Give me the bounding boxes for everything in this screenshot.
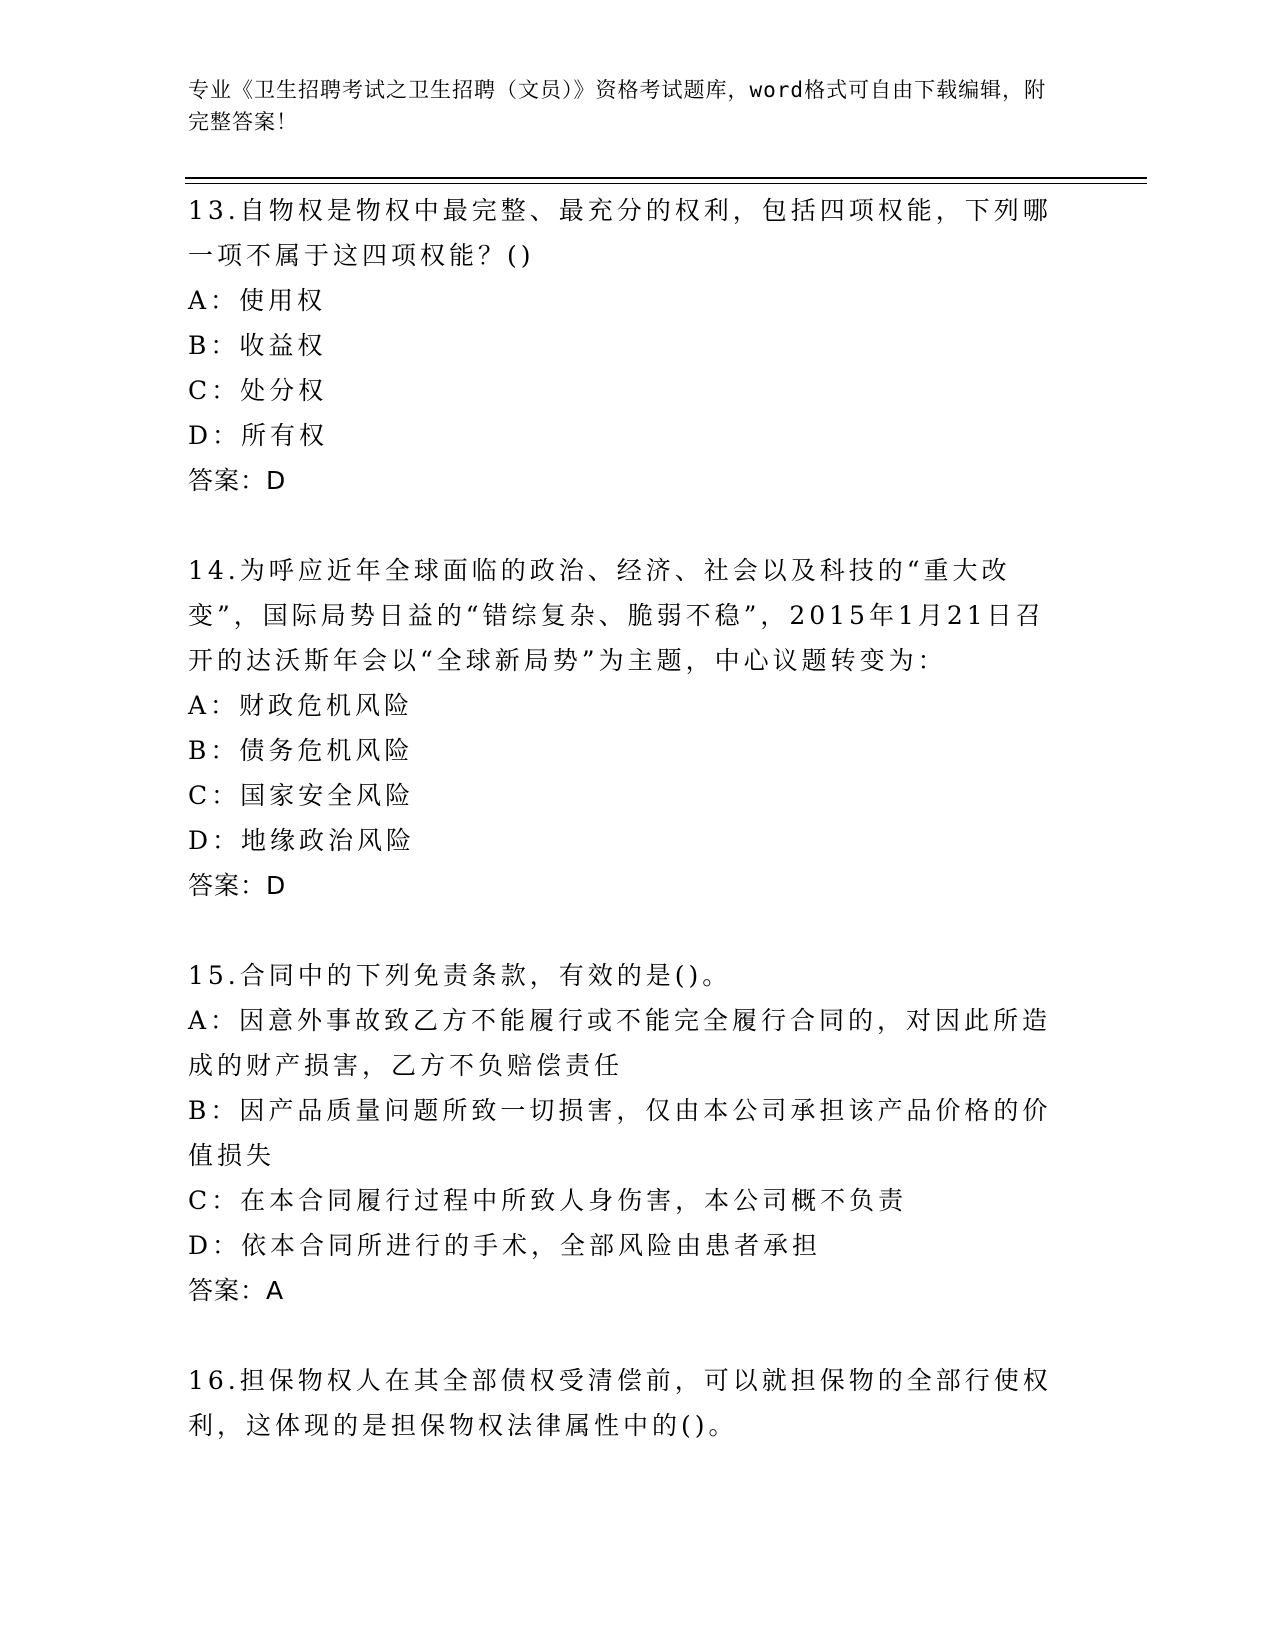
option-c: C：国家安全风险 — [188, 781, 415, 810]
question-stem: 14.为呼应近年全球面临的政治、经济、社会以及科技的“重大改变”，国际局势日益的“错综复杂、脆弱不稳”，2015年1月21日召开的达沃斯年会以“全球新局势”为主题，中心议题转变为： — [188, 556, 1045, 675]
option-c: C：在本合同履行过程中所致人身伤害，本公司概不负责 — [188, 1186, 908, 1215]
answer: 答案：D — [188, 466, 287, 495]
question-list — [188, 188, 1073, 1448]
question-stem: 15.合同中的下列免责条款，有效的是()。 — [188, 961, 732, 990]
question-stem: 13.自物权是物权中最完整、最充分的权利，包括四项权能，下列哪一项不属于这四项权能？() — [188, 196, 1052, 270]
option-a: A：因意外事故致乙方不能履行或不能完全履行合同的，对因此所造成的财产损害，乙方不负赔偿责任 — [188, 1006, 1052, 1080]
question-14 — [188, 548, 1073, 908]
header-rule-thick — [185, 177, 1147, 179]
question-13 — [188, 188, 1073, 503]
question-16 — [188, 1358, 1073, 1448]
answer: 答案：D — [188, 871, 287, 900]
option-a: A：财政危机风险 — [188, 691, 414, 720]
header-rule-thin — [185, 183, 1147, 184]
option-a: A：使用权 — [188, 286, 327, 315]
option-b: B：收益权 — [188, 331, 327, 360]
question-15 — [188, 953, 1073, 1313]
option-d: D：地缘政治风险 — [188, 826, 416, 855]
document-header: 专业《卫生招聘考试之卫生招聘（文员）》资格考试题库，word格式可自由下载编辑，附完整答案！ — [188, 78, 1047, 134]
option-b: B：因产品质量问题所致一切损害，仅由本公司承担该产品价格的价值损失 — [188, 1096, 1052, 1170]
option-d: D：所有权 — [188, 421, 329, 450]
answer: 答案：A — [188, 1276, 285, 1305]
question-stem: 16.担保物权人在其全部债权受清偿前，可以就担保物的全部行使权利，这体现的是担保物权法律属性中的()。 — [188, 1366, 1052, 1440]
option-d: D：依本合同所进行的手术，全部风险由患者承担 — [188, 1231, 822, 1260]
option-b: B：债务危机风险 — [188, 736, 414, 765]
option-c: C：处分权 — [188, 376, 328, 405]
